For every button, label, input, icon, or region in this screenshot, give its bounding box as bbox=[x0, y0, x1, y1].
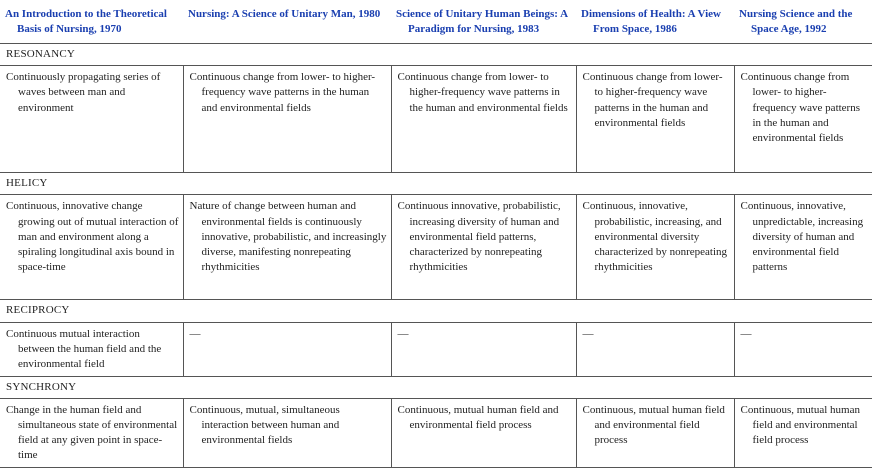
table-cell: Continuous, innovative, unpredictable, increasing diversity of human and environmental field patterns bbox=[734, 195, 872, 300]
column-header-1980: Nursing: A Science of Unitary Man, 1980 bbox=[188, 8, 381, 20]
table-cell: — bbox=[734, 322, 872, 376]
section-row-helicy bbox=[0, 173, 872, 195]
table-body bbox=[0, 44, 872, 468]
table-cell: Continuously propagating series of waves between man and environment bbox=[0, 66, 183, 173]
section-label: RECIPROCY bbox=[0, 300, 872, 322]
table-cell: Continuous change from lower- to higher-frequency wave patterns in the human and environmental fields bbox=[734, 66, 872, 173]
table-cell: — bbox=[391, 322, 576, 376]
section-label: RESONANCY bbox=[0, 44, 872, 66]
table-header bbox=[0, 0, 872, 44]
section-row-synchrony bbox=[0, 376, 872, 398]
table-cell: Nature of change between human and environmental fields is continuously innovative, probabilistic, and increasingly diverse, manifesting nonrepeating rhythmicities bbox=[183, 195, 391, 300]
table-cell: Continuous, innovative, probabilistic, increasing, and environmental diversity characterized by nonrepeating rhythmicities bbox=[576, 195, 734, 300]
table-cell: Continuous change from lower- to higher-frequency wave patterns in the human and environmental fields bbox=[576, 66, 734, 173]
table-cell: — bbox=[183, 322, 391, 376]
table-cell: Continuous change from lower- to higher-frequency wave patterns in the human and environmental fields bbox=[391, 66, 576, 173]
column-header-1992: Nursing Science and the Space Age, 1992 bbox=[739, 8, 853, 36]
table-row bbox=[0, 195, 872, 300]
table-cell: Continuous mutual interaction between the human field and the environmental field bbox=[0, 322, 183, 376]
table-cell: Continuous, mutual human field and environmental field process bbox=[734, 398, 872, 467]
header-row bbox=[0, 0, 872, 44]
table-cell: Continuous innovative, probabilistic, increasing diversity of human and environmental field patterns, characterized by nonrepeating rhythmicities bbox=[391, 195, 576, 300]
table-cell: Change in the human field and simultaneous state of environmental field at any given point in space-time bbox=[0, 398, 183, 467]
table-cell: — bbox=[576, 322, 734, 376]
table-cell: Continuous change from lower- to higher-frequency wave patterns in the human and environmental fields bbox=[183, 66, 391, 173]
column-header-1986: Dimensions of Health: A View From Space, 1986 bbox=[581, 8, 721, 36]
table-cell: Continuous, innovative change growing out of mutual interaction of man and environment along a spiraling longitudinal axis bound in space-time bbox=[0, 195, 183, 300]
table-row bbox=[0, 66, 872, 173]
section-label: SYNCHRONY bbox=[0, 376, 872, 398]
column-header-1970: An Introduction to the Theoretical Basis of Nursing, 1970 bbox=[5, 8, 167, 36]
table-row bbox=[0, 398, 872, 467]
table-cell: Continuous, mutual, simultaneous interaction between human and environmental fields bbox=[183, 398, 391, 467]
table-cell: Continuous, mutual human field and environmental field process bbox=[391, 398, 576, 467]
section-label: HELICY bbox=[0, 173, 872, 195]
section-row-reciprocy bbox=[0, 300, 872, 322]
column-header-1983: Science of Unitary Human Beings: A Paradigm for Nursing, 1983 bbox=[396, 8, 568, 36]
section-row-resonancy bbox=[0, 44, 872, 66]
table-cell: Continuous, mutual human field and environmental field process bbox=[576, 398, 734, 467]
table-row bbox=[0, 322, 872, 376]
